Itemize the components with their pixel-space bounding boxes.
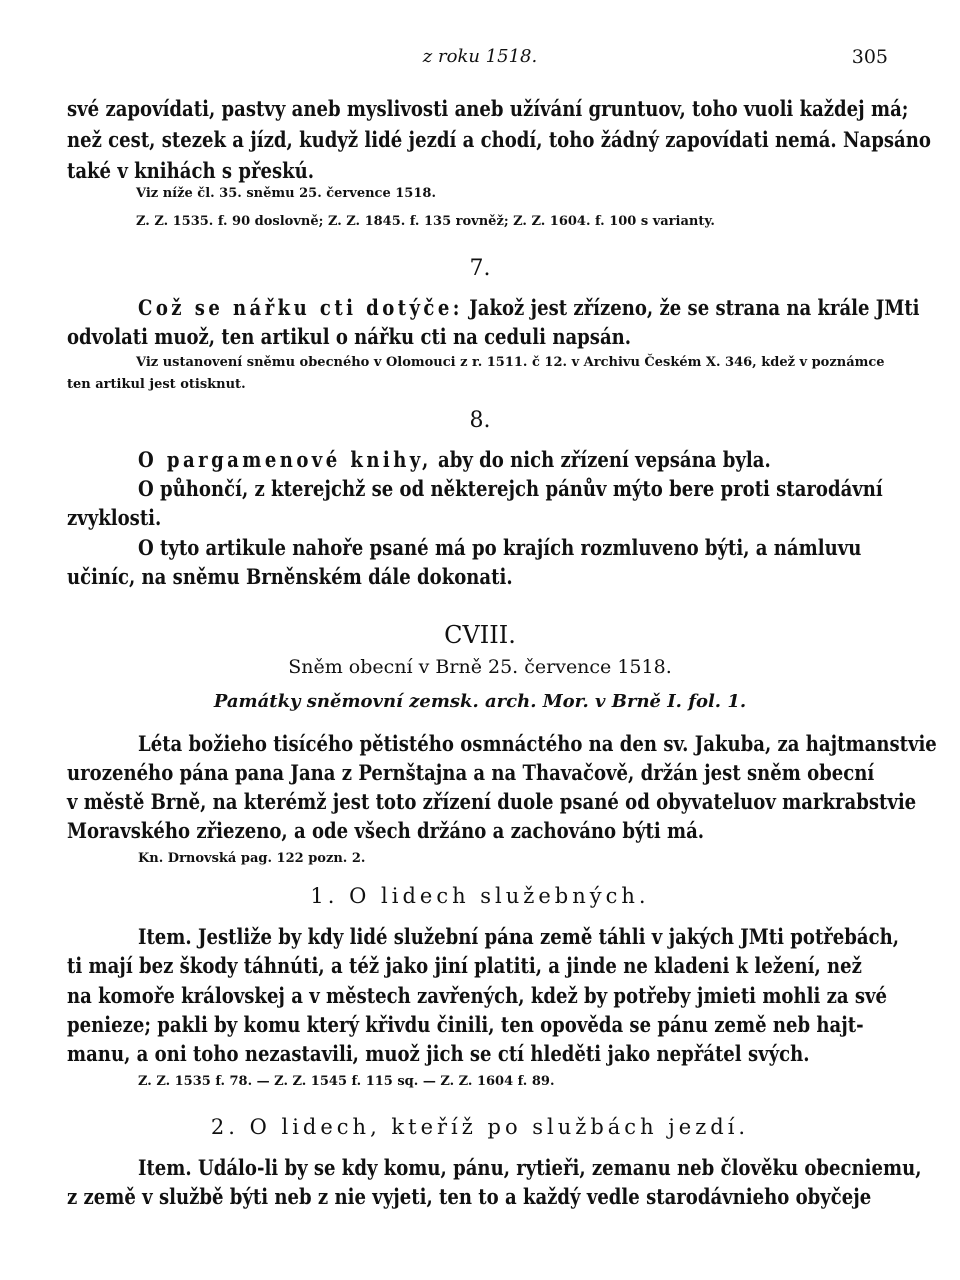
page-number: 305 — [851, 46, 888, 68]
footnote: ten artikul jest otisknut. — [67, 377, 246, 392]
chapter-source: Památky sněmovní zemsk. arch. Mor. v Brně I. fol. 1. — [213, 691, 747, 712]
text-line: zvyklosti. — [67, 505, 162, 530]
article-heading: 2. O lidech, kteříž po službách jezdí. — [210, 1115, 750, 1139]
text-line: Item. Událo-li by se kdy komu, pánu, rytieři, zemanu neb člověku obecniemu, — [138, 1155, 922, 1180]
spaced-lead: O pargamenové knihy, — [138, 447, 432, 472]
chapter-number: CVIII. — [444, 621, 516, 649]
text-line: manu, a oni toho nezastavili, muož jich se ctí hleděti jako nepřátel svých. — [67, 1041, 810, 1066]
section-number: 7. — [469, 256, 491, 281]
footnote: Kn. Drnovská pag. 122 pozn. 2. — [138, 851, 366, 866]
text-line: své zapovídati, pastvy aneb myslivosti aneb užívání gruntuov, toho vuoli každej má; — [67, 96, 909, 121]
section-number: 8. — [469, 408, 491, 433]
text-line: ti mají bez škody táhnúti, a též jako jiní platiti, a jinde ne kladeni k ležení, než — [67, 953, 862, 978]
text-line: v městě Brně, na kterémž jest toto zřízení duole psané od obyvateluov markrabstvie — [67, 789, 917, 814]
text-line: Což se nářku cti dotýče: Jakož jest zřízeno, že se strana na krále JMti — [138, 295, 920, 320]
text-line: O tyto artikule nahoře psané má po krajích rozmluveno býti, a námluvu — [138, 535, 862, 560]
text-line: než cest, stezek a jízd, kudyž lidé jezdí a chodí, toho žádný zapovídati nemá. Napsáno — [67, 127, 931, 152]
text-line: Moravského zřiezeno, a ode všech držáno a zachováno býti má. — [67, 818, 705, 843]
text-line: na komoře královskej a v městech zavřených, kdež by potřeby jmieti mohli za své — [67, 983, 888, 1008]
text-line: odvolati muož, ten artikul o nářku cti na ceduli napsán. — [67, 324, 632, 349]
text-line: Léta božieho tisícého pětistého osmnáctého na den sv. Jakuba, za hajtmanstvie — [138, 731, 937, 756]
footnote: Z. Z. 1535 f. 78. — Z. Z. 1545 f. 115 sq. — Z. Z. 1604 f. 89. — [138, 1074, 555, 1089]
chapter-title: Sněm obecní v Brně 25. července 1518. — [288, 656, 672, 678]
text-line: urozeného pána pana Jana z Pernštajna a na Thavačově, držán jest sněm obecní — [67, 760, 875, 785]
spaced-lead: Což se nářku cti dotýče: — [138, 295, 463, 320]
running-header-title: z roku 1518. — [422, 46, 538, 67]
text-line: O půhončí, z kterejchž se od některejch pánův mýto bere proti starodávní — [138, 476, 883, 501]
text-line: penieze; pakli by komu který křivdu činili, ten opověda se pánu země neb hajt- — [67, 1012, 864, 1037]
text-line: z země v službě býti neb z nie vyjeti, ten to a každý vedle starodávnieho obyčeje — [67, 1184, 872, 1209]
footnote: Viz níže čl. 35. sněmu 25. července 1518. — [136, 186, 436, 201]
footnote: Viz ustanovení sněmu obecného v Olomouci z r. 1511. č 12. v Archivu Českém X. 346, kdež v poznámce — [136, 355, 885, 370]
footnote: Z. Z. 1535. f. 90 doslovně; Z. Z. 1845. f. 135 rovněž; Z. Z. 1604. f. 100 s varianty. — [136, 214, 715, 229]
text-line: Item. Jestliže by kdy lidé služební pána země táhli v jakých JMti potřebách, — [138, 924, 900, 949]
text-line: O pargamenové knihy, aby do nich zřízení vepsána byla. — [138, 447, 771, 472]
text-line: učiníc, na sněmu Brněnském dále dokonati. — [67, 564, 513, 589]
article-heading: 1. O lidech služebných. — [310, 884, 650, 908]
text-line: také v knihách s přeskú. — [67, 158, 315, 183]
